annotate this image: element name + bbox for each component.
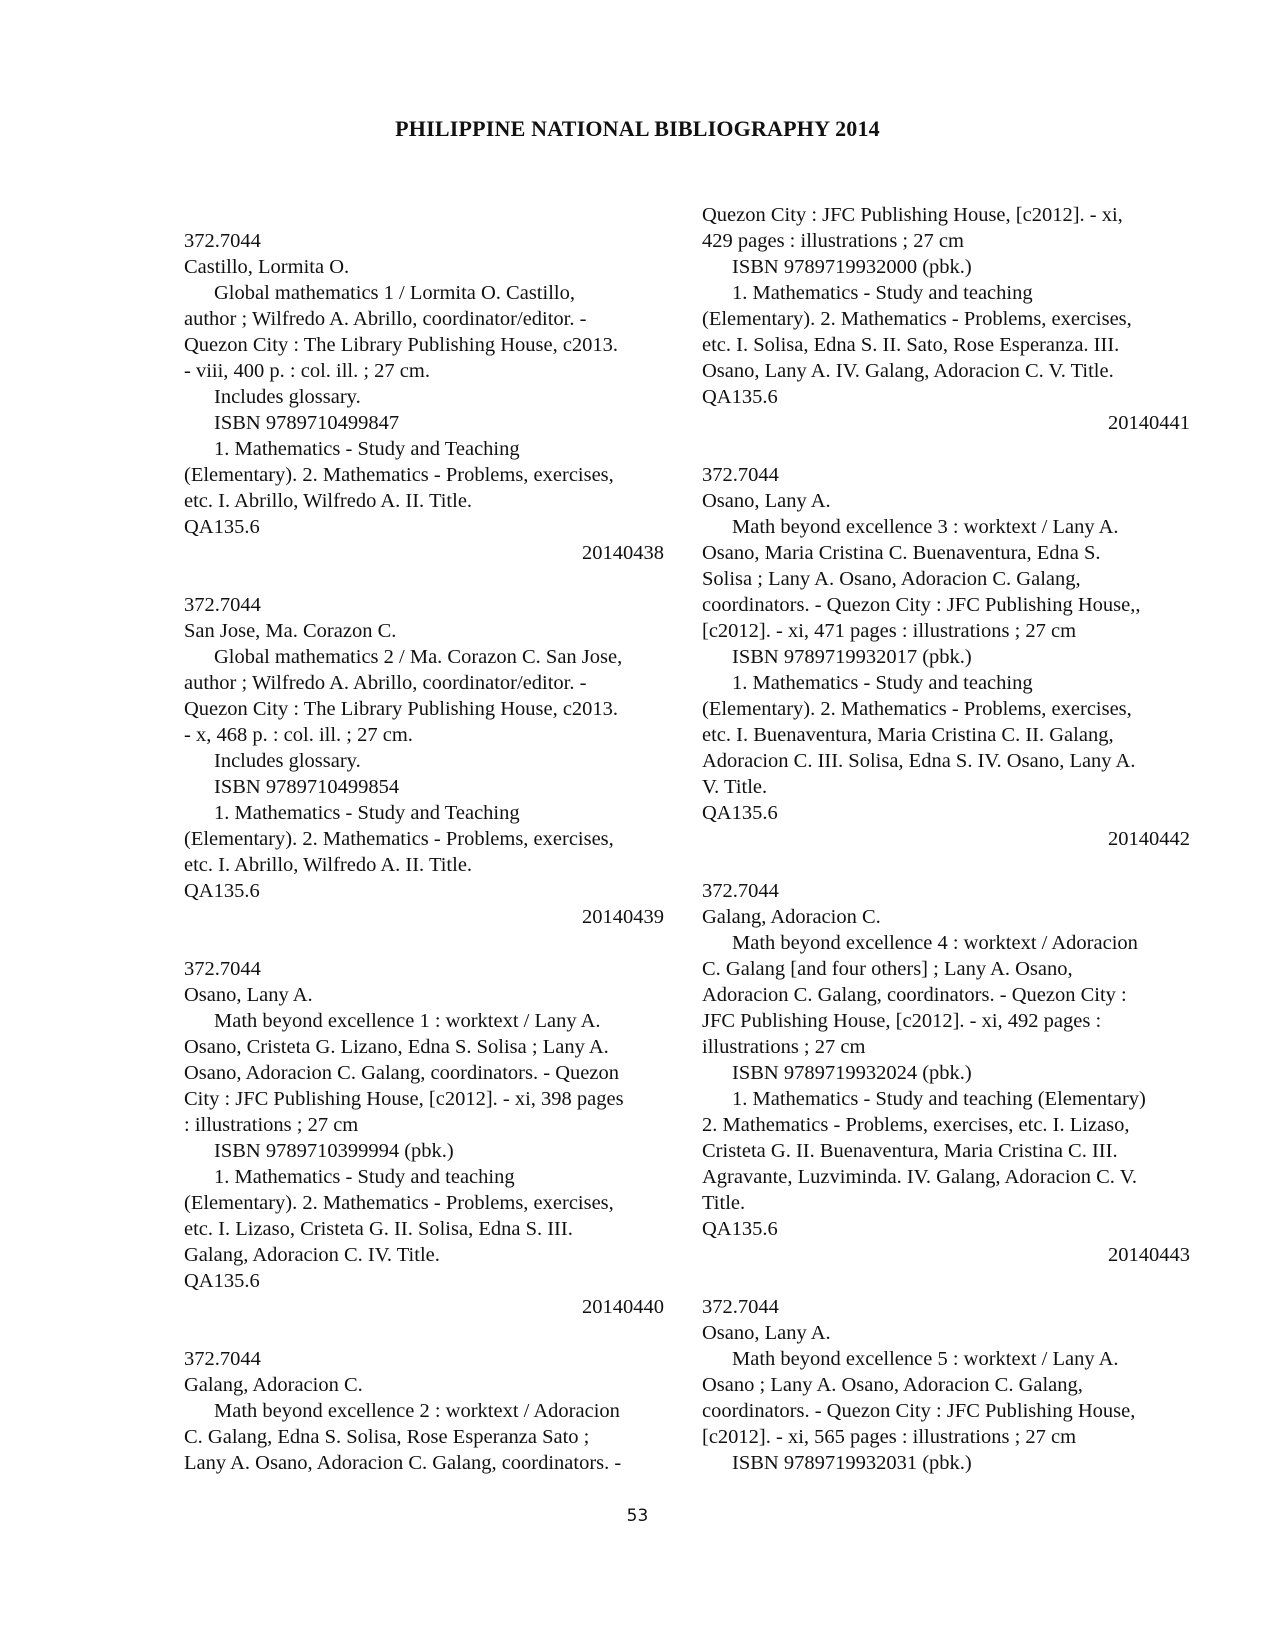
record-number: 20140442: [1108, 828, 1190, 850]
left-column: [184, 228, 664, 1476]
entry-text: (Elementary). 2. Mathematics - Problems, exercises,: [702, 308, 1132, 330]
page-number: 53: [626, 1506, 649, 1526]
entry-text: Title.: [702, 1192, 746, 1214]
isbn: ISBN 9789710399994 (pbk.): [214, 1140, 454, 1162]
subject-tracing: 1. Mathematics - Study and teaching (Elementary): [732, 1088, 1146, 1110]
author-heading: Osano, Lany A.: [702, 1322, 831, 1344]
record-number: 20140438: [582, 542, 664, 564]
entry-text: etc. I. Lizaso, Cristeta G. II. Solisa, Edna S. III.: [184, 1218, 573, 1240]
entry-text: Adoracion C. Galang, coordinators. - Quezon City :: [702, 984, 1127, 1006]
entry-text: (Elementary). 2. Mathematics - Problems, exercises,: [184, 828, 614, 850]
call-number: 372.7044: [184, 594, 261, 616]
isbn: ISBN 9789719932031 (pbk.): [732, 1452, 972, 1474]
entry-text: 429 pages : illustrations ; 27 cm: [702, 230, 964, 252]
entry-text: Solisa ; Lany A. Osano, Adoracion C. Galang,: [702, 568, 1081, 590]
entry-text: Quezon City : JFC Publishing House, [c2012]. - xi,: [702, 204, 1123, 226]
subject-tracing: 1. Mathematics - Study and Teaching: [214, 802, 520, 824]
entry-text: - viii, 400 p. : col. ill. ; 27 cm.: [184, 360, 430, 382]
page-title: PHILIPPINE NATIONAL BIBLIOGRAPHY 2014: [395, 116, 880, 141]
entry-text: Galang, Adoracion C. IV. Title.: [184, 1244, 440, 1266]
entry-text: Quezon City : The Library Publishing House, c2013.: [184, 334, 619, 356]
entry-text: coordinators. - Quezon City : JFC Publishing House,,: [702, 594, 1141, 616]
subject-tracing: 1. Mathematics - Study and teaching: [732, 672, 1033, 694]
entry-text: City : JFC Publishing House, [c2012]. - xi, 398 pages: [184, 1088, 624, 1110]
entry-text: Agravante, Luzviminda. IV. Galang, Adoracion C. V.: [702, 1166, 1137, 1188]
record-number: 20140440: [582, 1296, 664, 1318]
entry-text: Quezon City : The Library Publishing House, c2013.: [184, 698, 619, 720]
record-number: 20140441: [1108, 412, 1190, 434]
entry-text: JFC Publishing House, [c2012]. - xi, 492 pages :: [702, 1010, 1102, 1032]
entry-text: C. Galang, Edna S. Solisa, Rose Esperanza Sato ;: [184, 1426, 590, 1448]
entry-text: etc. I. Abrillo, Wilfredo A. II. Title.: [184, 854, 473, 876]
entry-separator: [184, 930, 664, 956]
title-statement: Math beyond excellence 3 : worktext / Lany A.: [732, 516, 1119, 538]
author-heading: Castillo, Lormita O.: [184, 256, 350, 278]
entry-text: (Elementary). 2. Mathematics - Problems, exercises,: [184, 1192, 614, 1214]
entry-text: Cristeta G. II. Buenaventura, Maria Cristina C. III.: [702, 1140, 1118, 1162]
title-statement: Global mathematics 2 / Ma. Corazon C. San Jose,: [214, 646, 623, 668]
entry-text: - x, 468 p. : col. ill. ; 27 cm.: [184, 724, 413, 746]
subject-tracing: 1. Mathematics - Study and teaching: [732, 282, 1033, 304]
author-heading: Osano, Lany A.: [184, 984, 313, 1006]
entry-text: illustrations ; 27 cm: [702, 1036, 866, 1058]
call-number: 372.7044: [702, 1296, 779, 1318]
title-statement: Math beyond excellence 4 : worktext / Adoracion: [732, 932, 1138, 954]
entry-separator: [184, 1320, 664, 1346]
entry-text: C. Galang [and four others] ; Lany A. Osano,: [702, 958, 1073, 980]
entry-text: etc. I. Solisa, Edna S. II. Sato, Rose Esperanza. III.: [702, 334, 1120, 356]
lc-class-number: QA135.6: [184, 1270, 260, 1292]
isbn: ISBN 9789719932000 (pbk.): [732, 256, 972, 278]
entry-separator: [702, 852, 1190, 878]
note: Includes glossary.: [214, 386, 361, 408]
author-heading: Osano, Lany A.: [702, 490, 831, 512]
entry-text: Osano, Adoracion C. Galang, coordinators. - Quezon: [184, 1062, 619, 1084]
lc-class-number: QA135.6: [702, 386, 778, 408]
entry-text: Osano ; Lany A. Osano, Adoracion C. Galang,: [702, 1374, 1083, 1396]
author-heading: Galang, Adoracion C.: [702, 906, 881, 928]
entry-text: Lany A. Osano, Adoracion C. Galang, coordinators. -: [184, 1452, 622, 1474]
lc-class-number: QA135.6: [702, 1218, 778, 1240]
entry-text: V. Title.: [702, 776, 768, 798]
entry-text: Osano, Lany A. IV. Galang, Adoracion C. V. Title.: [702, 360, 1114, 382]
right-column: [702, 202, 1190, 1476]
record-number: 20140443: [1108, 1244, 1190, 1266]
entry-text: coordinators. - Quezon City : JFC Publishing House,: [702, 1400, 1136, 1422]
note: Includes glossary.: [214, 750, 361, 772]
record-number: 20140439: [582, 906, 664, 928]
author-heading: San Jose, Ma. Corazon C.: [184, 620, 397, 642]
isbn: ISBN 9789719932024 (pbk.): [732, 1062, 972, 1084]
entry-separator: [184, 566, 664, 592]
title-statement: Math beyond excellence 2 : worktext / Adoracion: [214, 1400, 620, 1422]
subject-tracing: 1. Mathematics - Study and Teaching: [214, 438, 520, 460]
title-statement: Math beyond excellence 5 : worktext / Lany A.: [732, 1348, 1119, 1370]
lc-class-number: QA135.6: [184, 516, 260, 538]
entry-text: author ; Wilfredo A. Abrillo, coordinator/editor. -: [184, 308, 587, 330]
entry-text: (Elementary). 2. Mathematics - Problems, exercises,: [184, 464, 614, 486]
entry-text: [c2012]. - xi, 471 pages : illustrations ; 27 cm: [702, 620, 1077, 642]
call-number: 372.7044: [702, 464, 779, 486]
author-heading: Galang, Adoracion C.: [184, 1374, 363, 1396]
entry-text: : illustrations ; 27 cm: [184, 1114, 359, 1136]
title-statement: Global mathematics 1 / Lormita O. Castillo,: [214, 282, 575, 304]
call-number: 372.7044: [184, 958, 261, 980]
entry-separator: [702, 436, 1190, 462]
lc-class-number: QA135.6: [702, 802, 778, 824]
entry-text: (Elementary). 2. Mathematics - Problems, exercises,: [702, 698, 1132, 720]
entry-text: author ; Wilfredo A. Abrillo, coordinator/editor. -: [184, 672, 587, 694]
isbn: ISBN 9789710499847: [214, 412, 400, 434]
entry-text: etc. I. Buenaventura, Maria Cristina C. II. Galang,: [702, 724, 1114, 746]
subject-tracing: 1. Mathematics - Study and teaching: [214, 1166, 515, 1188]
isbn: ISBN 9789710499854: [214, 776, 400, 798]
entry-text: [c2012]. - xi, 565 pages : illustrations ; 27 cm: [702, 1426, 1077, 1448]
entry-text: Osano, Maria Cristina C. Buenaventura, Edna S.: [702, 542, 1101, 564]
lc-class-number: QA135.6: [184, 880, 260, 902]
call-number: 372.7044: [184, 1348, 261, 1370]
entry-text: Osano, Cristeta G. Lizano, Edna S. Solisa ; Lany A.: [184, 1036, 609, 1058]
isbn: ISBN 9789719932017 (pbk.): [732, 646, 972, 668]
entry-separator: [702, 1268, 1190, 1294]
title-statement: Math beyond excellence 1 : worktext / Lany A.: [214, 1010, 601, 1032]
call-number: 372.7044: [184, 230, 261, 252]
entry-text: etc. I. Abrillo, Wilfredo A. II. Title.: [184, 490, 473, 512]
entry-text: 2. Mathematics - Problems, exercises, etc. I. Lizaso,: [702, 1114, 1130, 1136]
call-number: 372.7044: [702, 880, 779, 902]
entry-text: Adoracion C. III. Solisa, Edna S. IV. Osano, Lany A.: [702, 750, 1136, 772]
